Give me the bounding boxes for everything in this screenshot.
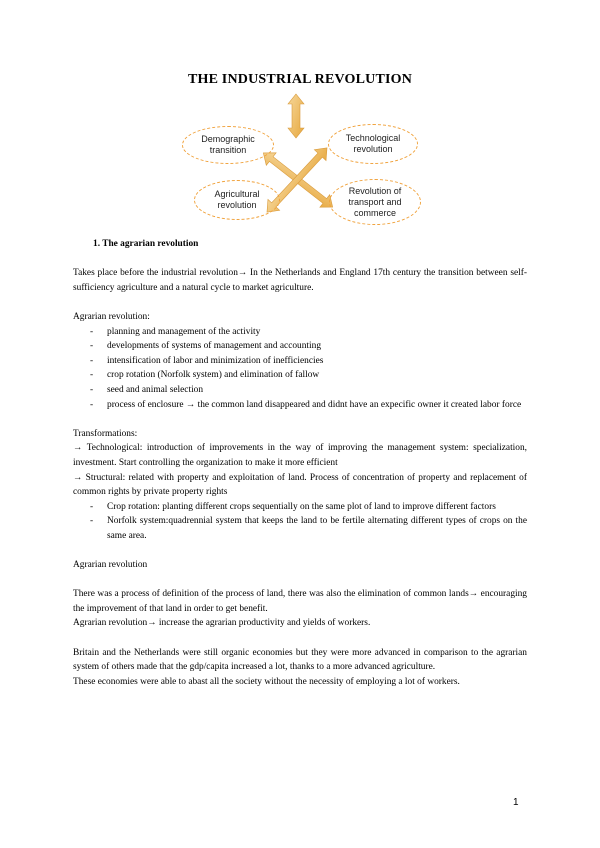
technological-paragraph: → Technological: introduction of improvements in the way of improving the management system: specialization, investment. Start controlling the organization to make it more efficient — [73, 443, 527, 468]
list-item: - Crop rotation: planting different crops sequentially on the same plot of land to improve different factors — [90, 501, 496, 512]
structural-paragraph: → Structural: related with property and exploitation of land. Process of concentration of property and replacement of common rights by private property rights — [73, 472, 527, 498]
list-item: - Norfolk system:quadrennial system that keeps the land to be fertile alternating different types of crops on the same area. — [90, 516, 527, 541]
list-item: - seed and animal selection — [90, 384, 204, 395]
agrarian-list — [73, 325, 527, 413]
oval-agricultural-revolution: Agricultural revolution — [194, 180, 280, 220]
vertical-arrow-icon — [288, 94, 304, 138]
agrarian-heading-2: Agrarian revolution — [73, 560, 148, 571]
definition-paragraph: There was a process of definition of the process of land, there was also the elimination of common lands→ encouraging the improvement of that land in order to get benefit. — [73, 589, 527, 614]
revolution-diagram — [175, 92, 425, 232]
list-item: - planning and management of the activity — [90, 326, 261, 337]
oval-transport-commerce: Revolution of transport and commerce — [329, 179, 421, 225]
oval-technological-revolution: Technological revolution — [328, 124, 418, 164]
structural-list — [73, 500, 527, 544]
intro-paragraph: Takes place before the industrial revolution→ In the Netherlands and England 17th century the transition between self-sufficiency agriculture and a natural cycle to market agriculture. — [73, 268, 527, 293]
britain-paragraph: Britain and the Netherlands were still organic economies but they were more advanced in comparison to the agrarian system of others made that the gdp/capita increased a lot, thanks to a more advanced agriculture. — [73, 647, 527, 673]
list-item: - developments of systems of management and accounting — [90, 341, 322, 352]
page-number: 1 — [513, 797, 519, 808]
economies-paragraph: These economies were able to abast all the society without the necessity of employing a lot of workers. — [73, 676, 460, 687]
list-item: - process of enclosure → the common land disappeared and didnt have an expecific owner it created labor force — [90, 399, 522, 410]
transformations-label: Transformations: — [73, 428, 138, 439]
document-body — [73, 237, 527, 689]
oval-demographic-transition: Demographic transition — [182, 126, 274, 164]
agrarian-label: Agrarian revolution: — [73, 311, 150, 322]
list-item: - crop rotation (Norfolk system) and elimination of fallow — [90, 370, 320, 381]
list-item: - intensification of labor and minimization of inefficiencies — [90, 355, 324, 366]
page-title: THE INDUSTRIAL REVOLUTION — [187, 72, 413, 87]
productivity-paragraph: Agrarian revolution→ increase the agrarian productivity and yields of workers. — [73, 618, 371, 629]
section-heading: 1. The agrarian revolution — [93, 239, 199, 249]
